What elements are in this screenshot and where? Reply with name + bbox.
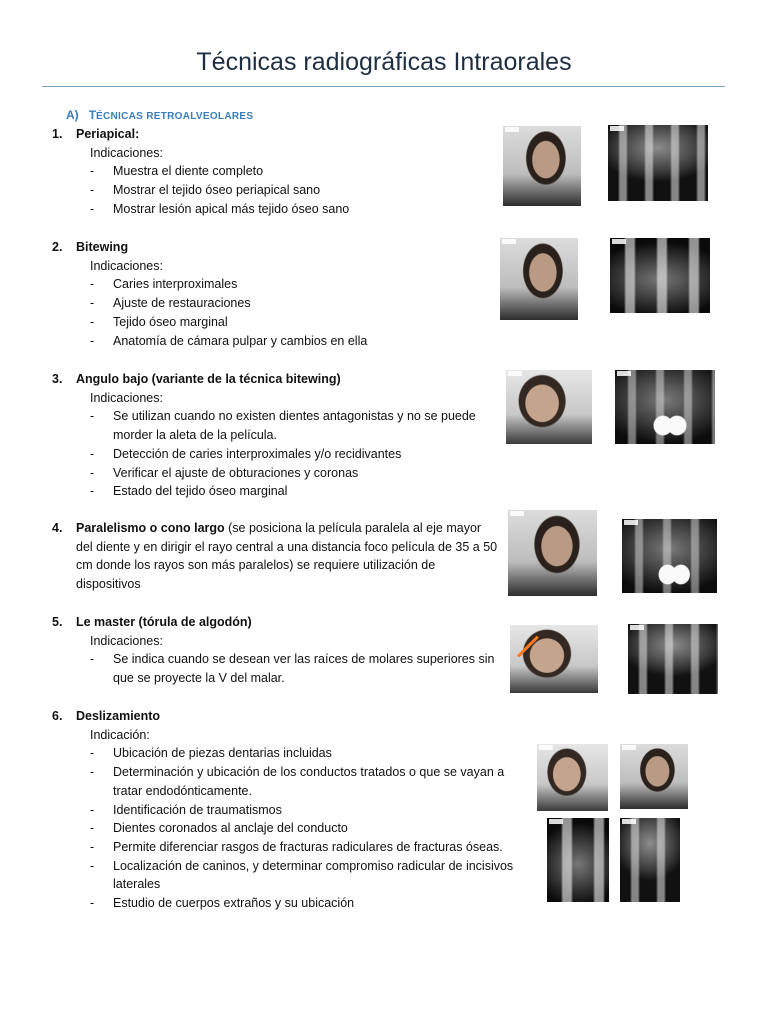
list-item: - Estudio de cuerpos extraños y su ubicación bbox=[90, 896, 355, 911]
section-le-master bbox=[52, 613, 500, 688]
section-bitewing bbox=[52, 238, 492, 350]
xray-deslizamiento-2 bbox=[620, 818, 680, 902]
xray-le-master bbox=[628, 624, 718, 694]
list-item: - Localización de caninos, y determinar compromiso radicular de incisivos laterales bbox=[90, 858, 514, 892]
section-heading: 5. Le master (tórula de algodón) bbox=[52, 615, 252, 629]
patient-photo-bitewing bbox=[500, 238, 578, 320]
section-heading: 6. Deslizamiento bbox=[52, 709, 161, 723]
section-paragraph bbox=[52, 519, 500, 594]
xray-periapical bbox=[608, 125, 708, 201]
list-item: - Ubicación de piezas dentarias incluidas bbox=[90, 746, 332, 761]
indications-label: Indicaciones: bbox=[90, 633, 163, 648]
subheading-letter: A) bbox=[66, 108, 79, 122]
list-item: - Anatomía de cámara pulpar y cambios en ella bbox=[90, 333, 368, 348]
list-item: - Estado del tejido óseo marginal bbox=[90, 484, 288, 499]
section-paralelismo bbox=[52, 519, 500, 594]
xray-deslizamiento-1 bbox=[547, 818, 609, 902]
list-item: - Identificación de traumatismos bbox=[90, 802, 282, 817]
page-title: Técnicas radiográficas Intraorales bbox=[196, 48, 572, 76]
indications-label: Indicaciones: bbox=[90, 390, 163, 405]
section-heading: Paralelismo o cono largo bbox=[76, 521, 225, 535]
list-item: - Mostrar lesión apical más tejido óseo sano bbox=[90, 201, 350, 216]
patient-photo-angulo-bajo bbox=[506, 370, 592, 444]
title-divider bbox=[42, 86, 725, 87]
section-heading: 1. Periapical: bbox=[52, 127, 140, 141]
indications-label: Indicación: bbox=[90, 727, 150, 742]
subheading-first-letter: T bbox=[88, 108, 97, 122]
list-item: - Determinación y ubicación de los conductos tratados o que se vayan a tratar endodónticamente. bbox=[90, 765, 505, 798]
list-item: - Verificar el ajuste de obturaciones y coronas bbox=[90, 465, 359, 480]
list-item: - Muestra el diente completo bbox=[90, 164, 264, 179]
indications-label: Indicaciones: bbox=[90, 258, 163, 273]
section-heading: 3. Angulo bajo (variante de la técnica bitewing) bbox=[52, 372, 341, 386]
section-description: (se posiciona la película paralela al eje mayor del diente y en dirigir el rayo central a una distancia foco película de 35 a 50 cm donde los rayos son más paralelos) se requiere utilización de dispositivos bbox=[76, 521, 498, 592]
list-item: - Se utilizan cuando no existen dientes antagonistas y no se puede morder la aleta de la película. bbox=[90, 409, 476, 443]
xray-paralelismo bbox=[622, 519, 717, 593]
orange-arrow-icon bbox=[517, 636, 539, 658]
patient-photo-deslizamiento-2 bbox=[620, 744, 688, 809]
section-heading: 2. Bitewing bbox=[52, 240, 129, 254]
patient-photo-le-master bbox=[510, 625, 598, 693]
section-number: 4. bbox=[52, 521, 63, 535]
xray-bitewing bbox=[610, 238, 710, 313]
list-item: - Ajuste de restauraciones bbox=[90, 296, 251, 311]
xray-angulo-bajo bbox=[615, 370, 715, 444]
list-item: - Tejido óseo marginal bbox=[90, 314, 228, 329]
list-item: - Detección de caries interproximales y/o recidivantes bbox=[90, 446, 402, 461]
patient-photo-periapical bbox=[503, 126, 581, 206]
list-item: - Mostrar el tejido óseo periapical sano bbox=[90, 183, 321, 198]
subheading-text: ÉCNICAS RETROALVEOLARES bbox=[96, 111, 254, 122]
patient-photo-deslizamiento-1 bbox=[537, 744, 608, 811]
list-item: - Se indica cuando se desean ver las raíces de molares superiores sin que se proyecte la V del malar. bbox=[90, 652, 495, 686]
patient-photo-paralelismo bbox=[508, 510, 597, 596]
section-angulo-bajo bbox=[52, 370, 492, 501]
section-periapical bbox=[52, 125, 492, 219]
section-subheading bbox=[66, 108, 253, 122]
list-item: - Dientes coronados al anclaje del conducto bbox=[90, 821, 348, 836]
indications-label: Indicaciones: bbox=[90, 145, 163, 160]
section-deslizamiento bbox=[52, 707, 522, 913]
list-item: - Permite diferenciar rasgos de fracturas radiculares de fracturas óseas. bbox=[90, 839, 503, 854]
list-item: - Caries interproximales bbox=[90, 277, 238, 292]
